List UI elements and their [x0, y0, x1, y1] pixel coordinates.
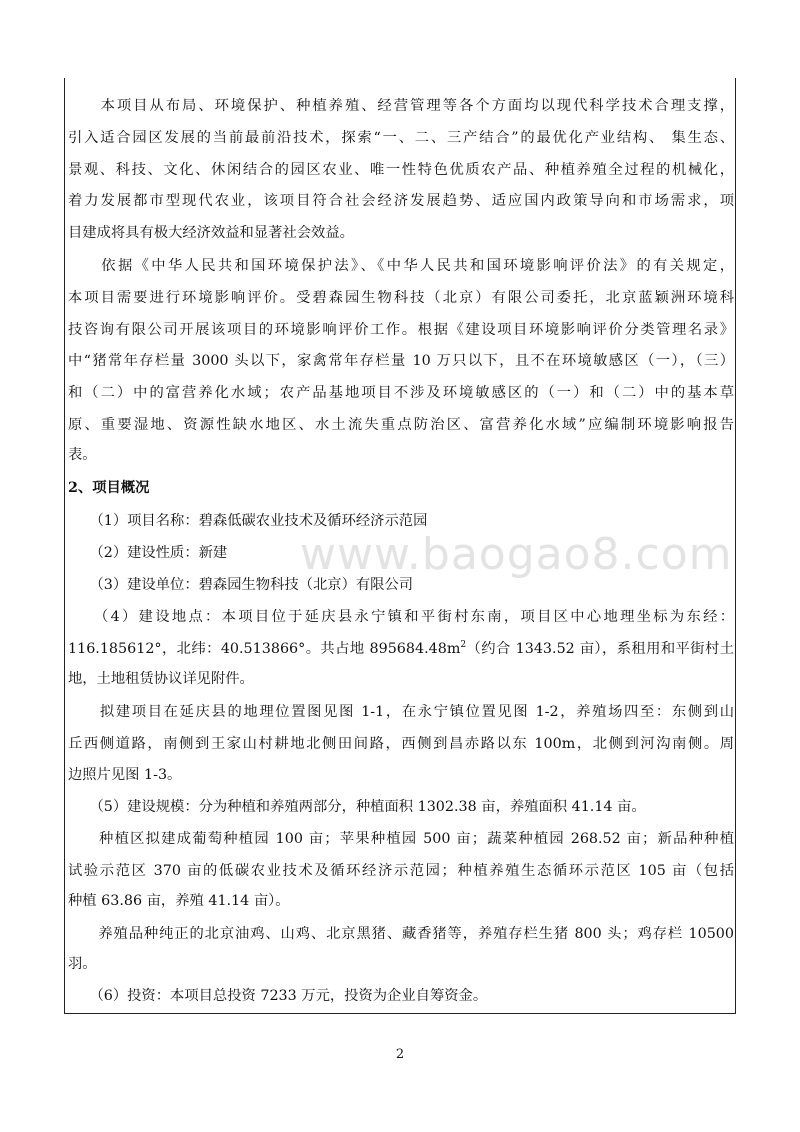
text-line: 本项目需要进行环境影响评价。受碧森园生物科技（北京）有限公司委托，北京蓝颖洲环境科: [68, 290, 734, 306]
text-line: 养殖品种纯正的北京油鸡、山鸡、北京黑猪、藏香猪等，养殖存栏生猪 800 头；鸡存栏 10500: [68, 926, 734, 942]
text-line: 试验示范区 370 亩的低碳农业技术及循环经济示范园；种植养殖生态循环示范区 105 亩（包括: [68, 863, 734, 879]
text-line: 和（二）中的富营养化水域；农产品基地项目不涉及环境敏感区的（一）和（二）中的基本草: [68, 385, 734, 401]
text-line: 着力发展都市型现代农业，该项目符合社会经济发展趋势、适应国内政策导向和市场需求，项: [68, 193, 734, 209]
text-line: （5）建设规模：分为种植和养殖两部分，种植面积 1302.38 亩，养殖面积 41.14 亩。: [68, 799, 646, 815]
text-line: （6）投资：本项目总投资 7233 万元，投资为企业自筹资金。: [68, 988, 488, 1004]
text-line: 本项目从布局、环境保护、种植养殖、经营管理等各个方面均以现代科学技术合理支撑，: [68, 98, 734, 114]
watermark: www.baogao8.com: [300, 529, 733, 580]
text-line: [65, 639, 737, 659]
page-number: 2: [395, 1047, 405, 1062]
text-line: 羽。: [68, 956, 97, 972]
coordinates-text: 116.185612°，北纬：40.513866°。共占地 895684.48m: [68, 641, 461, 657]
area-text: （约合 1343.52 亩），系租用和平街村土: [466, 641, 734, 657]
text-line: 景观、科技、文化、休闲结合的园区农业、唯一性特色优质农产品、种植养殖全过程的机械化，: [68, 162, 734, 178]
text-line: 地，土地租赁协议详见附件。: [68, 671, 254, 687]
text-line: 种植 63.86 亩，养殖 41.14 亩）。: [68, 893, 290, 909]
superscript: 2: [460, 640, 467, 651]
text-line: （4）建设地点：本项目位于延庆县永宁镇和平街村东南，项目区中心地理坐标为东经：: [68, 609, 734, 625]
text-line: （2）建设性质：新建: [68, 545, 228, 561]
text-line: 种植区拟建成葡萄种植园 100 亩；苹果种植园 500 亩；蔬菜种植园 268.52 亩；新品种种植: [68, 831, 734, 847]
text-line: （3）建设单位：碧森园生物科技（北京）有限公司: [68, 577, 414, 593]
text-line: 表。: [68, 447, 97, 463]
text-line: 丘西侧道路，南侧到王家山村耕地北侧田间路，西侧到昌赤路以东 100m，北侧到河沟南侧。周: [68, 736, 734, 752]
text-line: 引入适合园区发展的当前最前沿技术，探索“一、二、三产结合”的最优化产业结构、 集生态、: [68, 130, 734, 146]
section-heading: 2、项目概况: [68, 480, 150, 496]
text-line: 技咨询有限公司开展该项目的环境影响评价工作。根据《建设项目环境影响评价分类管理名录》: [68, 322, 734, 338]
text-line: 拟建项目在延庆县的地理位置图见图 1-1，在永宁镇位置见图 1-2，养殖场四至：东侧到山: [68, 704, 734, 720]
text-line: 依据《中华人民共和国环境保护法》、《中华人民共和国环境影响评价法》的有关规定，: [68, 258, 734, 274]
text-line: 原、重要湿地、资源性缺水地区、水土流失重点防治区、富营养化水域”应编制环境影响报告: [68, 417, 734, 433]
text-line: 中“猪常年存栏量 3000 头以下，家禽常年存栏量 10 万只以下，且不在环境敏感区（一），（三）: [68, 353, 734, 369]
text-line: 目建成将具有极大经济效益和显著社会效益。: [68, 225, 354, 241]
text-line: 边照片见图 1-3。: [68, 767, 182, 783]
text-line: （1）项目名称：碧森低碳农业技术及循环经济示范园: [68, 513, 428, 529]
